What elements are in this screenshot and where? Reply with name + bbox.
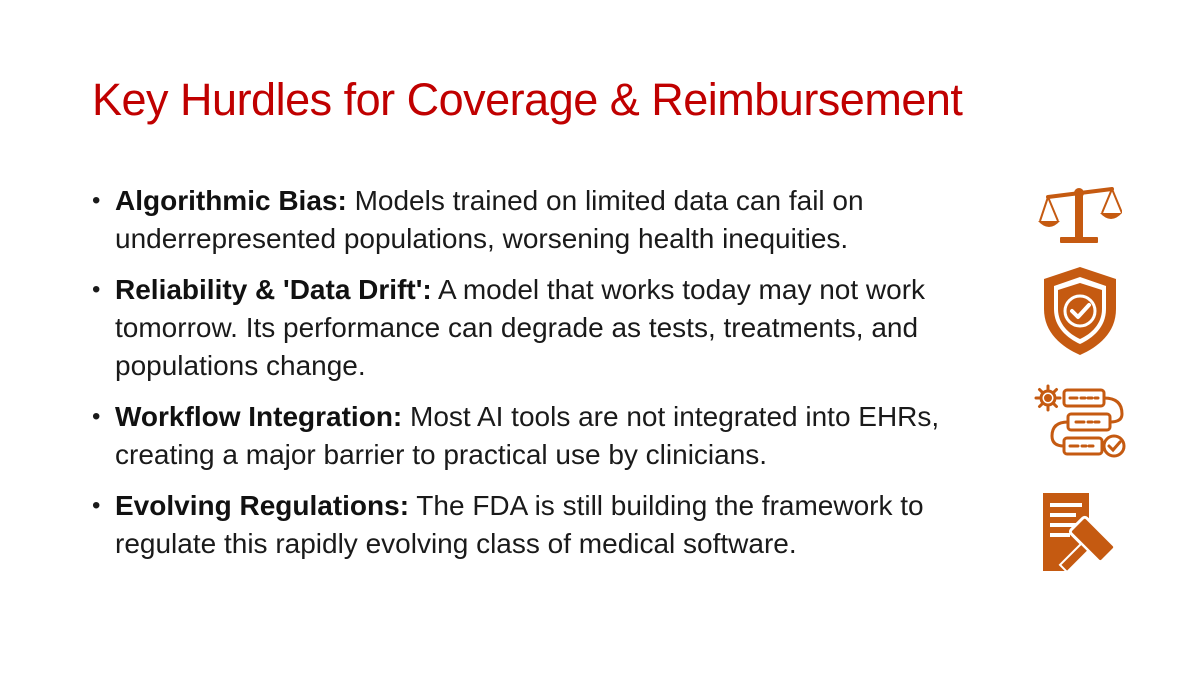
scales-of-justice-icon [1020, 172, 1140, 262]
bullet-item-workflow-integration [92, 398, 992, 474]
bullet-item-algorithmic-bias [92, 182, 992, 258]
bullet-marker: • [92, 276, 101, 303]
bullet-text: Most AI tools are not integrated into EHRs, creating a major barrier to practical use by clinicians. [115, 401, 940, 470]
slide-title: Key Hurdles for Coverage & Reimbursement [92, 74, 963, 125]
bullet-term: Evolving Regulations: [115, 490, 410, 521]
bullet-marker: • [92, 492, 101, 519]
bullet-marker: • [92, 403, 101, 430]
bullet-text: Models trained on limited data can fail on underrepresented populations, worsening health inequities. [115, 185, 864, 254]
bullet-marker: • [92, 187, 101, 214]
legal-document-gavel-icon [1020, 488, 1140, 578]
bullet-term: Reliability & 'Data Drift': [115, 274, 432, 305]
bullet-term: Workflow Integration: [115, 401, 403, 432]
bullet-item-evolving-regulations [92, 487, 992, 563]
icon-column [1020, 172, 1140, 592]
bullet-text: A model that works today may not work tomorrow. Its performance can degrade as tests, treatments, and populations change. [115, 274, 926, 381]
workflow-process-icon [1020, 380, 1140, 470]
bullet-item-reliability [92, 271, 992, 385]
bullet-term: Algorithmic Bias: [115, 185, 347, 216]
shield-check-icon [1020, 266, 1140, 356]
bullet-list [92, 182, 992, 576]
bullet-text: The FDA is still building the framework to regulate this rapidly evolving class of medical software. [115, 490, 924, 559]
